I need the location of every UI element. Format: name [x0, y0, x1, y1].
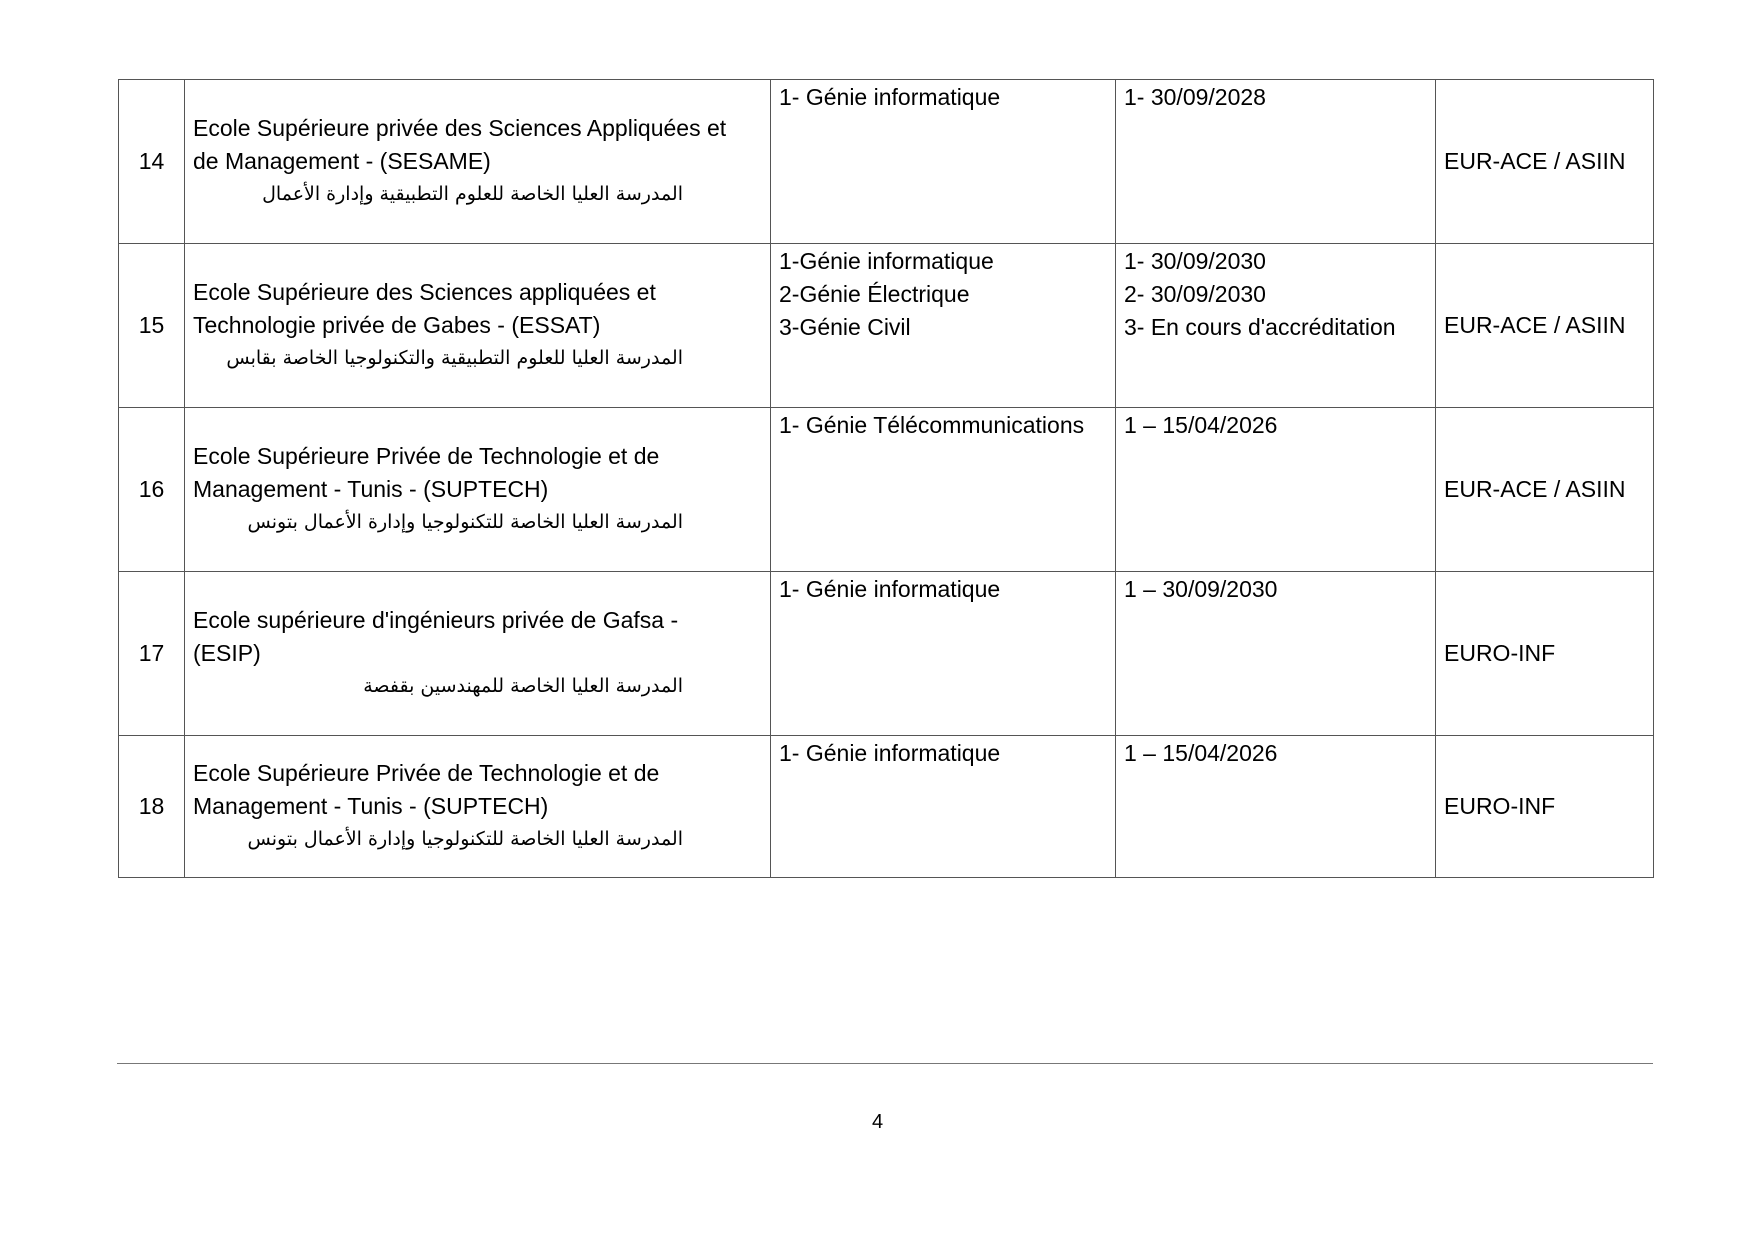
program-item: 3-Génie Civil: [779, 314, 911, 340]
footer-divider: [117, 1063, 1653, 1064]
validity-date: 1 – 15/04/2026: [1124, 740, 1278, 766]
program-item: 1-Génie informatique: [779, 248, 994, 274]
row-number: 18: [119, 736, 185, 878]
accreditation-label: EUR-ACE / ASIIN: [1436, 408, 1654, 572]
institution-cell: [185, 572, 771, 736]
row-number: 14: [119, 80, 185, 244]
accreditation-table: [118, 79, 1654, 878]
page-number: 4: [871, 1111, 884, 1133]
accreditation-label: EURO-INF: [1436, 572, 1654, 736]
validity-date: 1 – 30/09/2030: [1124, 576, 1278, 602]
programs-cell: [771, 80, 1116, 244]
institution-name-fr: Ecole Supérieure des Sciences appliquées et: [193, 279, 656, 305]
row-number: 17: [119, 572, 185, 736]
institution-name-ar: المدرسة العليا للعلوم التطبيقية والتكنولوجيا الخاصة بقابس: [226, 347, 683, 369]
validity-cell: [1116, 408, 1436, 572]
institution-name-fr: (ESIP): [193, 640, 261, 666]
programs-cell: [771, 572, 1116, 736]
validity-date: 2- 30/09/2030: [1124, 281, 1266, 307]
row-number: 15: [119, 244, 185, 408]
accreditation-label: EURO-INF: [1436, 736, 1654, 878]
institution-name-ar: المدرسة العليا الخاصة للعلوم التطبيقية وإدارة الأعمال: [262, 183, 683, 205]
validity-date: 1- 30/09/2028: [1124, 84, 1266, 110]
programs-cell: [771, 244, 1116, 408]
institution-name-fr: Ecole Supérieure privée des Sciences Appliquées et: [193, 115, 727, 141]
table-row: [119, 572, 1654, 736]
table-row: [119, 408, 1654, 572]
table-row: [119, 736, 1654, 878]
table-row: [119, 80, 1654, 244]
accreditation-label: EUR-ACE / ASIIN: [1436, 80, 1654, 244]
program-item: 1- Génie Télécommunications: [779, 412, 1085, 438]
institution-name-ar: المدرسة العليا الخاصة للمهندسين بقفصة: [363, 675, 683, 697]
validity-cell: [1116, 244, 1436, 408]
validity-cell: [1116, 736, 1436, 878]
row-number: 16: [119, 408, 185, 572]
validity-date: 1 – 15/04/2026: [1124, 412, 1278, 438]
validity-date: 3- En cours d'accréditation: [1124, 314, 1396, 340]
institution-name-ar: المدرسة العليا الخاصة للتكنولوجيا وإدارة الأعمال بتونس: [247, 511, 683, 533]
programs-cell: [771, 736, 1116, 878]
program-item: 1- Génie informatique: [779, 740, 1001, 766]
institution-cell: [185, 736, 771, 878]
institution-name-fr: Ecole supérieure d'ingénieurs privée de Gafsa -: [193, 607, 679, 633]
table-row: [119, 244, 1654, 408]
institution-name-ar: المدرسة العليا الخاصة للتكنولوجيا وإدارة الأعمال بتونس: [247, 828, 683, 850]
institution-name-fr: Management - Tunis - (SUPTECH): [193, 793, 549, 819]
institution-name-fr: Technologie privée de Gabes - (ESSAT): [193, 312, 601, 338]
programs-cell: [771, 408, 1116, 572]
validity-cell: [1116, 80, 1436, 244]
institution-cell: [185, 80, 771, 244]
institution-cell: [185, 408, 771, 572]
institution-name-fr: Management - Tunis - (SUPTECH): [193, 476, 549, 502]
institution-cell: [185, 244, 771, 408]
institution-name-fr: Ecole Supérieure Privée de Technologie et de: [193, 443, 660, 469]
accreditation-label: EUR-ACE / ASIIN: [1436, 244, 1654, 408]
institution-name-fr: de Management - (SESAME): [193, 148, 491, 174]
program-item: 2-Génie Électrique: [779, 281, 970, 307]
institution-name-fr: Ecole Supérieure Privée de Technologie et de: [193, 760, 660, 786]
program-item: 1- Génie informatique: [779, 84, 1001, 110]
program-item: 1- Génie informatique: [779, 576, 1001, 602]
validity-date: 1- 30/09/2030: [1124, 248, 1266, 274]
validity-cell: [1116, 572, 1436, 736]
